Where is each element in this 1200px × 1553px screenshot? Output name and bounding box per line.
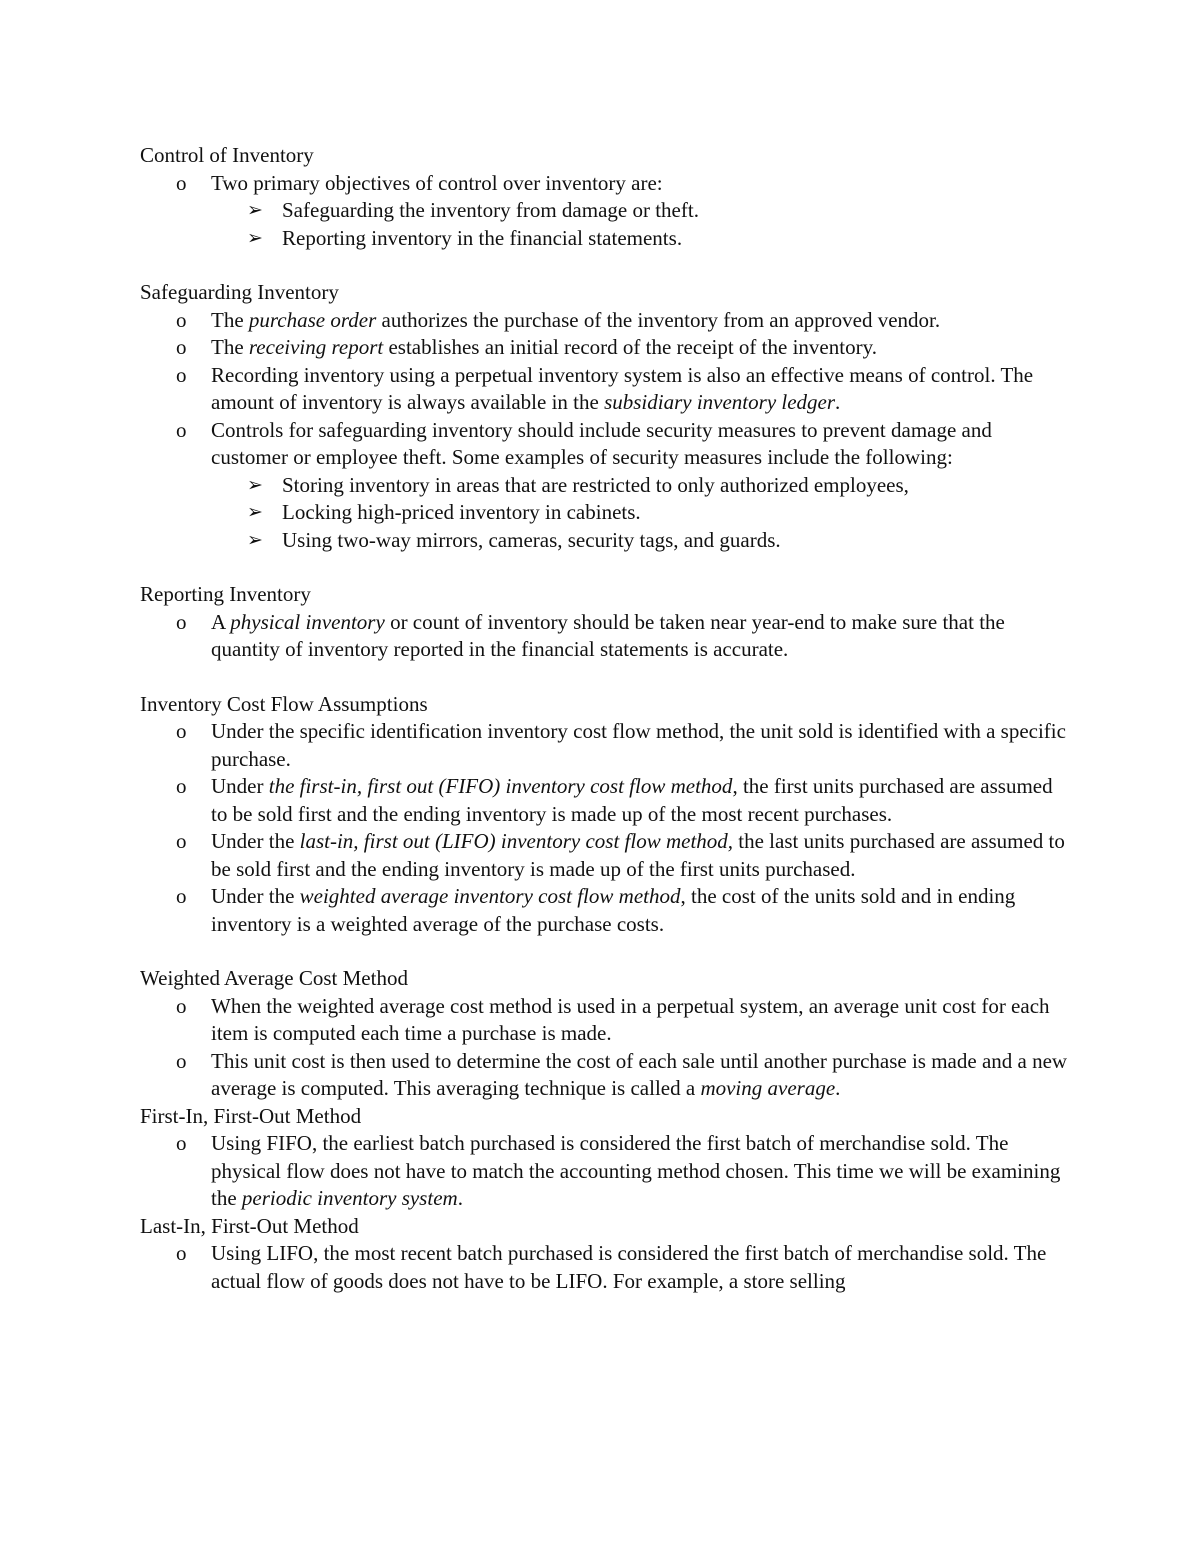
text-run: , the first units purchased are assumed to be sold first and the ending inventory is made up of the most recent purchases. xyxy=(211,774,1053,826)
text-run: When the weighted average cost method is used in a perpetual system, an average unit cost for each item is computed each time a purchase is made. xyxy=(211,993,1050,1045)
list-item xyxy=(140,307,1070,335)
text-run: Using LIFO, the most recent batch purchased is considered the first batch of merchandise sold. The actual flow of goods does not have to be LIFO. For example, a store selling xyxy=(211,1241,1047,1293)
text-run: establishes an initial record of the receipt of the inventory. xyxy=(383,335,877,359)
section-heading: Weighted Average Cost Method xyxy=(140,966,408,990)
bullet-circle-icon: o xyxy=(176,609,187,634)
arrow-bullet-icon: ➢ xyxy=(247,474,263,496)
arrow-bullet-icon: ➢ xyxy=(247,200,263,221)
sub-list-item-text: Safeguarding the inventory from damage or theft. xyxy=(282,198,699,222)
sub-list-item-text: Reporting inventory in the financial statements. xyxy=(282,225,683,250)
text-run: The xyxy=(211,335,249,359)
document-page xyxy=(140,142,1070,1295)
sub-list-item xyxy=(211,499,1070,527)
section-heading: Control of Inventory xyxy=(140,143,314,167)
bullet-circle-icon: o xyxy=(176,362,187,387)
text-run: Under the xyxy=(211,884,300,908)
section-spacer xyxy=(140,554,1070,581)
list-item xyxy=(140,718,1070,773)
section-spacer xyxy=(140,938,1070,965)
list-item xyxy=(140,883,1070,938)
list-item xyxy=(140,1048,1070,1103)
bullet-circle-icon: o xyxy=(176,884,187,908)
emphasized-term: moving average xyxy=(700,1076,836,1100)
arrow-bullet-icon: ➢ xyxy=(247,227,263,249)
list-item xyxy=(140,334,1070,362)
emphasized-term: last-in, first out (LIFO) inventory cost flow method, xyxy=(299,829,734,853)
emphasized-term: periodic inventory system xyxy=(241,1186,458,1210)
bullet-circle-icon: o xyxy=(176,417,187,442)
emphasized-term: subsidiary inventory ledger xyxy=(604,390,836,414)
list-item xyxy=(140,609,1070,664)
section-list xyxy=(140,1240,1070,1295)
section-heading: Inventory Cost Flow Assumptions xyxy=(140,691,428,716)
section-list xyxy=(140,993,1070,1103)
list-item-text xyxy=(211,363,1033,415)
bullet-circle-icon: o xyxy=(176,1241,187,1265)
bullet-circle-icon: o xyxy=(176,719,187,743)
list-item xyxy=(140,417,1070,555)
list-item-text xyxy=(211,610,1005,662)
bullet-circle-icon: o xyxy=(176,1131,187,1155)
emphasized-term: purchase order xyxy=(248,307,377,332)
text-run: . xyxy=(835,1076,841,1100)
bullet-circle-icon: o xyxy=(176,829,187,853)
text-run: Under xyxy=(211,774,269,798)
emphasized-term: weighted average inventory cost flow method xyxy=(299,884,681,908)
text-run: The xyxy=(211,307,249,332)
sub-list-item xyxy=(211,197,1070,225)
text-run: . xyxy=(457,1186,463,1210)
list-item xyxy=(140,1240,1070,1295)
section-list xyxy=(140,718,1070,938)
text-run: This unit cost is then used to determine the cost of each sale until another purchase is made and a new average is computed. This averaging technique is called a xyxy=(211,1048,1068,1100)
emphasized-term: physical inventory xyxy=(230,609,385,634)
list-item xyxy=(140,1130,1070,1213)
list-item xyxy=(140,773,1070,828)
list-item xyxy=(140,993,1070,1048)
list-item xyxy=(140,362,1070,417)
section-list xyxy=(140,1130,1070,1213)
list-item xyxy=(140,170,1070,253)
bullet-circle-icon: o xyxy=(176,335,187,359)
text-run: , the cost of the units sold and in ending inventory is a weighted average of the purchase costs. xyxy=(211,884,1016,936)
sub-list-item xyxy=(211,225,1070,253)
section-heading: Reporting Inventory xyxy=(140,582,311,606)
list-item-text xyxy=(211,1049,1067,1101)
section-list xyxy=(140,609,1070,664)
sub-list-item xyxy=(211,472,1070,500)
list-item-text xyxy=(211,774,1053,826)
bullet-circle-icon: o xyxy=(176,307,187,332)
section-spacer xyxy=(140,252,1070,279)
text-run: Under the xyxy=(211,829,300,853)
text-run: authorizes the purchase of the inventory from an approved vendor. xyxy=(376,307,941,332)
section-list xyxy=(140,307,1070,555)
emphasized-term: receiving report xyxy=(248,335,384,359)
sub-list-item-text: Using two-way mirrors, cameras, security tags, and guards. xyxy=(282,527,781,552)
section-list xyxy=(140,170,1070,253)
text-run: Recording inventory using a perpetual inventory system is also an effective means of control. The amount of inventory is always available in the xyxy=(211,362,1034,414)
list-item xyxy=(140,828,1070,883)
section-heading: Last-In, First-Out Method xyxy=(140,1213,359,1238)
sub-list xyxy=(211,472,1070,555)
section-heading: First-In, First-Out Method xyxy=(140,1103,362,1128)
bullet-circle-icon: o xyxy=(176,993,187,1018)
sub-list-item-text: Storing inventory in areas that are restricted to only authorized employees, xyxy=(282,472,909,497)
section-heading: Safeguarding Inventory xyxy=(140,280,339,304)
sub-list xyxy=(211,197,1070,252)
list-item-text xyxy=(211,829,1065,881)
text-run: the last units purchased are assumed to be sold first and the ending inventory is made up of the first units purchased. xyxy=(211,829,1065,881)
list-item-text xyxy=(211,1131,1060,1210)
list-item-text xyxy=(211,335,877,359)
sub-list-item xyxy=(211,527,1070,555)
bullet-circle-icon: o xyxy=(176,170,187,195)
text-run: . xyxy=(835,390,841,414)
list-item-text xyxy=(211,1241,1046,1293)
sub-list-item-text: Locking high-priced inventory in cabinets. xyxy=(282,500,641,524)
text-run: Under the specific identification inventory cost flow method, the unit sold is identified with a specific purchase. xyxy=(211,719,1066,771)
list-item-text xyxy=(211,171,663,195)
list-item-text xyxy=(211,418,992,470)
text-run: Controls for safeguarding inventory should include security measures to prevent damage and customer or employee theft. Some examples of security measures include the following: xyxy=(211,417,992,469)
section-spacer xyxy=(140,664,1070,691)
arrow-bullet-icon: ➢ xyxy=(247,502,263,523)
text-run: Using FIFO, the earliest batch purchased is considered the first batch of merchandise sold. The physical flow does not have to match the accounting method chosen. This time we will be examining the xyxy=(211,1131,1061,1210)
arrow-bullet-icon: ➢ xyxy=(247,529,263,551)
list-item-text xyxy=(211,994,1050,1046)
bullet-circle-icon: o xyxy=(176,1048,187,1073)
text-run: Two primary objectives of control over inventory are: xyxy=(211,170,663,195)
text-run: or count of inventory should be taken near year-end to make sure that the quantity of inventory reported in the financial statements is accurate. xyxy=(211,609,1005,661)
list-item-text xyxy=(211,308,940,332)
emphasized-term: the first-in, first out (FIFO) inventory cost flow method xyxy=(268,774,733,798)
bullet-circle-icon: o xyxy=(176,774,187,798)
list-item-text xyxy=(211,719,1066,771)
text-run: A xyxy=(211,609,231,634)
list-item-text xyxy=(211,884,1015,936)
